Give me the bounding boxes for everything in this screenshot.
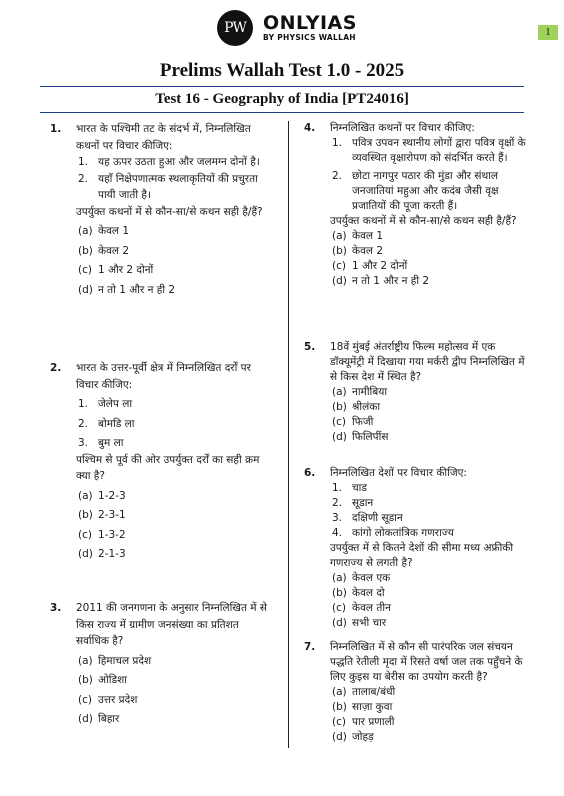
brand-name: ONLYIAS: [263, 12, 357, 34]
option-b[interactable]: (b) केवल दो: [332, 587, 385, 599]
statement-item: 2. यहाँ निक्षेपणात्मक स्थलाकृतियों की प्रचुरता पायी जाती है।: [78, 172, 258, 201]
question-text: भारत के उत्तर-पूर्वी क्षेत्र में निम्नलिखित दर्रों पर विचार कीजिए:: [76, 362, 251, 391]
option-d[interactable]: (d) फिलिपींस: [332, 431, 389, 443]
option-c[interactable]: (c) 1 और 2 दोनों: [78, 264, 154, 276]
pw-logo-icon: PW: [217, 10, 253, 46]
title-underline: [40, 86, 524, 87]
question-stem: पश्चिम से पूर्व की ओर उपर्युक्त दर्रों का सही क्रम क्या है?: [76, 453, 260, 482]
statement-item: 3. दक्षिणी सूडान: [332, 512, 403, 524]
question-5: [304, 340, 526, 445]
option-d[interactable]: (d) न तो 1 और न ही 2: [78, 283, 176, 296]
subtitle-underline: [40, 112, 524, 113]
option-b[interactable]: (b) ओडिशा: [78, 674, 127, 686]
question-number: 6.: [304, 467, 316, 479]
question-stem: उपर्युक्त में से कितने देशों की सीमा मध्य अफ्रीकी गणराज्य से लगती है?: [330, 542, 514, 569]
option-b[interactable]: (b) केवल 2: [332, 245, 384, 257]
brand-subtitle: BY PHYSICS WALLAH: [263, 33, 356, 42]
test-subtitle: Test 16 - Geography of India [PT24016]: [155, 91, 409, 107]
option-c[interactable]: (c) फिजी: [332, 416, 374, 428]
question-text: भारत के पश्चिमी तट के संदर्भ में, निम्नलिखित कथनों पर विचार कीजिए:: [76, 123, 251, 152]
option-a[interactable]: (a) तालाब/बंधी: [332, 686, 396, 698]
question-text: निम्नलिखित देशों पर विचार कीजिए:: [330, 467, 467, 479]
option-d[interactable]: (d) जोहड़: [332, 731, 374, 743]
option-b[interactable]: (b) साज़ा कुवा: [332, 701, 393, 713]
question-3: [50, 600, 272, 728]
option-c[interactable]: (c) 1-3-2: [78, 528, 126, 541]
question-text: निम्नलिखित कथनों पर विचार कीजिए:: [330, 122, 475, 134]
statement-item: 3. बुम ला: [78, 437, 124, 449]
statement-item: 1. यह ऊपर उठता हुआ और जलमग्न दोनों है।: [78, 156, 260, 168]
option-b[interactable]: (b) 2-3-1: [78, 509, 126, 521]
statement-item: 2. छोटा नागपुर पठार की मुंडा और संथाल जनजातियां महुआ और कदंब जैसी वृक्ष प्रजातियों की पूजा करती हैं।: [332, 170, 499, 212]
option-d[interactable]: (d) न तो 1 और न ही 2: [332, 275, 430, 287]
option-b[interactable]: (b) श्रीलंका: [332, 401, 381, 413]
page-header: [0, 6, 564, 50]
option-d[interactable]: (d) 2-1-3: [78, 548, 126, 560]
test-title: Prelims Wallah Test 1.0 - 2025: [159, 60, 405, 81]
statement-item: 2. बोमडि ला: [78, 417, 135, 430]
option-c[interactable]: (c) उत्तर प्रदेश: [78, 693, 138, 706]
option-a[interactable]: (a) नामीबिया: [332, 386, 388, 398]
option-a[interactable]: (a) हिमाचल प्रदेश: [78, 654, 152, 667]
option-a[interactable]: (a) केवल 1: [78, 225, 130, 237]
question-6: [304, 466, 526, 631]
question-stem: उपर्युक्त कथनों में से कौन-सा/से कथन सही है/हैं?: [76, 205, 263, 218]
statement-item: 1. चाड: [332, 482, 368, 494]
option-b[interactable]: (b) केवल 2: [78, 244, 130, 257]
question-7: [304, 640, 526, 745]
statement-item: 2. सूडान: [332, 497, 374, 509]
question-text: 2011 की जनगणना के अनुसार निम्नलिखित में से किस राज्य में ग्रामीण जनसंख्या का प्रतिशत सर्वाधिक है?: [76, 602, 267, 647]
option-c[interactable]: (c) केवल तीन: [332, 602, 391, 614]
question-number: 5.: [304, 341, 316, 353]
question-text: निम्नलिखित में से कौन सी पारंपरिक जल संचयन पद्धति रेतीली मृदा में रिसते वर्षा जल तक पहुँचने के लिए कुइस या बेरीस का उपयोग करती है?: [330, 641, 523, 683]
option-a[interactable]: (a) केवल 1: [332, 230, 384, 242]
question-number: 3.: [50, 602, 62, 614]
option-a[interactable]: (a) 1-2-3: [78, 489, 126, 502]
question-4: [304, 121, 526, 289]
question-text: 18वें मुंबई अंतर्राष्ट्रीय फिल्म महोत्सव में एक डॉक्यूमेंट्री में दिखाया गया मर्करी द्वीप निम्नलिखित में से किस देश में स्थित है?: [330, 341, 525, 383]
option-d[interactable]: (d) बिहार: [78, 713, 120, 725]
question-1: [50, 121, 272, 298]
brand-logo: [263, 13, 357, 42]
statement-item: 4. कांगो लोकतांत्रिक गणराज्य: [332, 527, 454, 539]
option-c[interactable]: (c) पार प्रणाली: [332, 716, 395, 728]
option-a[interactable]: (a) केवल एक: [332, 572, 391, 584]
column-divider: [288, 121, 289, 748]
question-number: 1.: [50, 123, 62, 135]
option-c[interactable]: (c) 1 और 2 दोनों: [332, 260, 408, 272]
question-2: [50, 360, 272, 563]
question-number: 7.: [304, 641, 316, 653]
statement-item: 1. पवित्र उपवन स्थानीय लोगों द्वारा पवित्र वृक्षों के व्यवस्थित वृक्षारोपण को संदर्भित करते हैं।: [332, 137, 526, 164]
question-stem: उपर्युक्त कथनों में से कौन-सा/से कथन सही है/हैं?: [330, 215, 517, 227]
statement-item: 1. जेलेप ला: [78, 398, 133, 410]
page-number-badge: 1: [538, 25, 558, 40]
question-number: 4.: [304, 122, 316, 134]
option-d[interactable]: (d) सभी चार: [332, 617, 387, 629]
question-number: 2.: [50, 362, 62, 374]
